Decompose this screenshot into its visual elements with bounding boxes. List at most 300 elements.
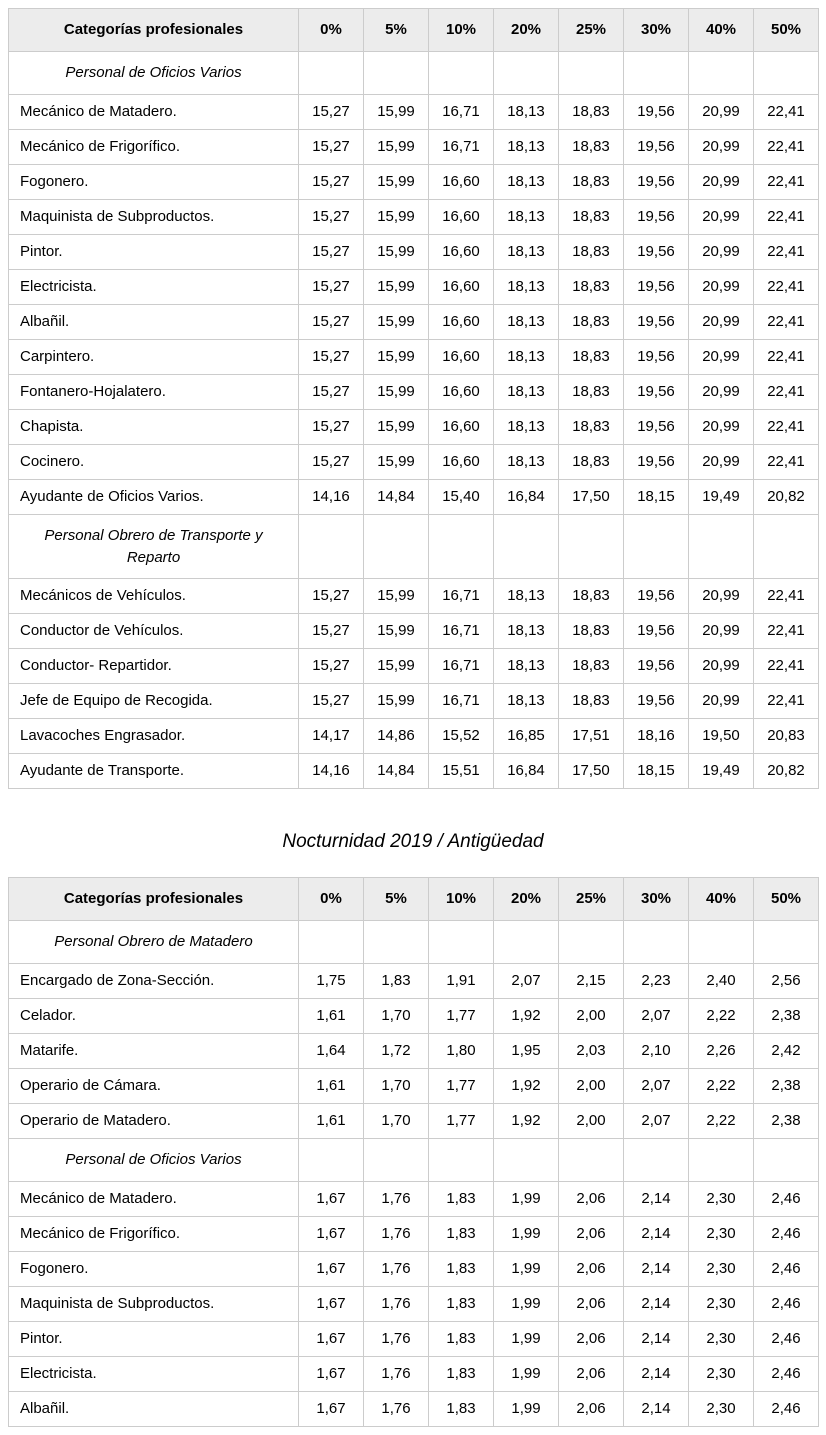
data-row (9, 649, 819, 684)
data-row (9, 1286, 819, 1321)
value-cell: 20,99 (689, 649, 754, 684)
value-cell: 2,06 (559, 1251, 624, 1286)
value-cell: 16,71 (429, 129, 494, 164)
value-cell: 2,07 (494, 964, 559, 999)
value-cell: 2,07 (624, 999, 689, 1034)
empty-cell (429, 1139, 494, 1182)
value-cell: 2,30 (689, 1286, 754, 1321)
value-cell: 18,13 (494, 199, 559, 234)
empty-cell (429, 514, 494, 579)
section-label: Personal de Oficios Varios (9, 52, 299, 95)
value-cell: 2,14 (624, 1181, 689, 1216)
col-header-categorias: Categorías profesionales (9, 9, 299, 52)
empty-cell (559, 52, 624, 95)
value-cell: 15,99 (364, 164, 429, 199)
value-cell: 18,13 (494, 234, 559, 269)
value-cell: 18,83 (559, 374, 624, 409)
value-cell: 15,99 (364, 374, 429, 409)
col-header-pct-0: 0% (299, 9, 364, 52)
value-cell: 19,56 (624, 129, 689, 164)
value-cell: 22,41 (754, 234, 819, 269)
value-cell: 19,56 (624, 304, 689, 339)
value-cell: 15,99 (364, 94, 429, 129)
value-cell: 15,40 (429, 479, 494, 514)
value-cell: 18,83 (559, 684, 624, 719)
value-cell: 22,41 (754, 649, 819, 684)
value-cell: 14,86 (364, 719, 429, 754)
value-cell: 18,13 (494, 614, 559, 649)
value-cell: 22,41 (754, 444, 819, 479)
value-cell: 20,99 (689, 579, 754, 614)
value-cell: 18,83 (559, 614, 624, 649)
category-cell: Fogonero. (9, 1251, 299, 1286)
data-row (9, 199, 819, 234)
value-cell: 2,00 (559, 1104, 624, 1139)
value-cell: 1,67 (299, 1321, 364, 1356)
value-cell: 1,99 (494, 1251, 559, 1286)
value-cell: 1,77 (429, 1104, 494, 1139)
value-cell: 1,95 (494, 1034, 559, 1069)
empty-cell (624, 921, 689, 964)
empty-cell (429, 52, 494, 95)
value-cell: 2,46 (754, 1286, 819, 1321)
category-cell: Mecánico de Frigorífico. (9, 1216, 299, 1251)
value-cell: 1,75 (299, 964, 364, 999)
section-label: Personal de Oficios Varios (9, 1139, 299, 1182)
value-cell: 18,13 (494, 129, 559, 164)
value-cell: 2,03 (559, 1034, 624, 1069)
data-row (9, 719, 819, 754)
col-header-pct-40: 40% (689, 878, 754, 921)
value-cell: 15,27 (299, 129, 364, 164)
value-cell: 22,41 (754, 199, 819, 234)
value-cell: 20,99 (689, 684, 754, 719)
col-header-pct-10: 10% (429, 878, 494, 921)
col-header-pct-20: 20% (494, 878, 559, 921)
category-cell: Pintor. (9, 234, 299, 269)
data-row (9, 444, 819, 479)
value-cell: 22,41 (754, 684, 819, 719)
data-row (9, 164, 819, 199)
value-cell: 1,99 (494, 1321, 559, 1356)
value-cell: 1,83 (364, 964, 429, 999)
value-cell: 2,30 (689, 1356, 754, 1391)
empty-cell (624, 514, 689, 579)
value-cell: 19,56 (624, 579, 689, 614)
value-cell: 2,06 (559, 1181, 624, 1216)
value-cell: 18,13 (494, 444, 559, 479)
value-cell: 16,60 (429, 199, 494, 234)
value-cell: 1,99 (494, 1286, 559, 1321)
col-header-pct-50: 50% (754, 9, 819, 52)
value-cell: 14,84 (364, 479, 429, 514)
category-cell: Encargado de Zona-Sección. (9, 964, 299, 999)
value-cell: 15,99 (364, 409, 429, 444)
section-label: Personal Obrero de Transporte y Reparto (9, 514, 299, 579)
category-cell: Cocinero. (9, 444, 299, 479)
category-cell: Fogonero. (9, 164, 299, 199)
data-row (9, 684, 819, 719)
empty-cell (754, 52, 819, 95)
value-cell: 15,27 (299, 409, 364, 444)
data-row (9, 1391, 819, 1426)
value-cell: 18,83 (559, 339, 624, 374)
value-cell: 16,60 (429, 164, 494, 199)
value-cell: 1,99 (494, 1356, 559, 1391)
value-cell: 18,83 (559, 304, 624, 339)
value-cell: 15,27 (299, 684, 364, 719)
value-cell: 1,70 (364, 1069, 429, 1104)
value-cell: 16,71 (429, 94, 494, 129)
value-cell: 14,16 (299, 479, 364, 514)
value-cell: 16,60 (429, 269, 494, 304)
value-cell: 2,30 (689, 1216, 754, 1251)
nocturnidad-2019-heading: Nocturnidad 2019 / Antigüedad (282, 831, 544, 853)
value-cell: 18,83 (559, 409, 624, 444)
data-row (9, 1034, 819, 1069)
value-cell: 18,16 (624, 719, 689, 754)
value-cell: 19,56 (624, 614, 689, 649)
value-cell: 15,99 (364, 579, 429, 614)
category-cell: Conductor de Vehículos. (9, 614, 299, 649)
category-cell: Mecánico de Matadero. (9, 94, 299, 129)
value-cell: 18,15 (624, 479, 689, 514)
data-row (9, 94, 819, 129)
value-cell: 1,83 (429, 1181, 494, 1216)
value-cell: 19,56 (624, 199, 689, 234)
value-cell: 18,13 (494, 374, 559, 409)
value-cell: 20,99 (689, 304, 754, 339)
value-cell: 2,46 (754, 1356, 819, 1391)
value-cell: 2,06 (559, 1321, 624, 1356)
data-row (9, 579, 819, 614)
value-cell: 15,27 (299, 164, 364, 199)
value-cell: 16,60 (429, 234, 494, 269)
category-cell: Maquinista de Subproductos. (9, 199, 299, 234)
value-cell: 1,83 (429, 1251, 494, 1286)
value-cell: 1,83 (429, 1216, 494, 1251)
value-cell: 1,83 (429, 1391, 494, 1426)
value-cell: 22,41 (754, 374, 819, 409)
value-cell: 16,84 (494, 479, 559, 514)
data-row (9, 374, 819, 409)
value-cell: 2,42 (754, 1034, 819, 1069)
value-cell: 18,83 (559, 269, 624, 304)
value-cell: 18,13 (494, 579, 559, 614)
value-cell: 1,76 (364, 1216, 429, 1251)
value-cell: 15,27 (299, 579, 364, 614)
value-cell: 1,80 (429, 1034, 494, 1069)
data-row (9, 479, 819, 514)
value-cell: 1,72 (364, 1034, 429, 1069)
data-row (9, 754, 819, 789)
value-cell: 20,99 (689, 374, 754, 409)
value-cell: 15,27 (299, 339, 364, 374)
value-cell: 15,27 (299, 269, 364, 304)
value-cell: 20,99 (689, 234, 754, 269)
value-cell: 18,15 (624, 754, 689, 789)
value-cell: 1,83 (429, 1286, 494, 1321)
value-cell: 1,83 (429, 1321, 494, 1356)
value-cell: 18,13 (494, 684, 559, 719)
value-cell: 15,99 (364, 444, 429, 479)
value-cell: 17,50 (559, 479, 624, 514)
value-cell: 2,46 (754, 1391, 819, 1426)
value-cell: 19,56 (624, 164, 689, 199)
category-cell: Electricista. (9, 1356, 299, 1391)
empty-cell (559, 514, 624, 579)
value-cell: 22,41 (754, 129, 819, 164)
value-cell: 2,14 (624, 1216, 689, 1251)
col-header-pct-25: 25% (559, 9, 624, 52)
value-cell: 15,27 (299, 234, 364, 269)
empty-cell (559, 921, 624, 964)
value-cell: 20,99 (689, 164, 754, 199)
category-cell: Matarife. (9, 1034, 299, 1069)
value-cell: 17,51 (559, 719, 624, 754)
category-cell: Jefe de Equipo de Recogida. (9, 684, 299, 719)
value-cell: 20,99 (689, 409, 754, 444)
value-cell: 19,56 (624, 339, 689, 374)
value-cell: 1,92 (494, 1104, 559, 1139)
value-cell: 1,64 (299, 1034, 364, 1069)
empty-cell (494, 1139, 559, 1182)
value-cell: 15,27 (299, 199, 364, 234)
value-cell: 19,56 (624, 234, 689, 269)
empty-cell (689, 514, 754, 579)
empty-cell (689, 921, 754, 964)
value-cell: 16,84 (494, 754, 559, 789)
value-cell: 19,56 (624, 684, 689, 719)
value-cell: 2,38 (754, 999, 819, 1034)
empty-cell (559, 1139, 624, 1182)
value-cell: 2,14 (624, 1321, 689, 1356)
value-cell: 18,13 (494, 269, 559, 304)
value-cell: 2,10 (624, 1034, 689, 1069)
value-cell: 1,91 (429, 964, 494, 999)
data-row (9, 1251, 819, 1286)
value-cell: 15,51 (429, 754, 494, 789)
value-cell: 19,56 (624, 374, 689, 409)
empty-cell (494, 52, 559, 95)
data-row (9, 1104, 819, 1139)
value-cell: 22,41 (754, 409, 819, 444)
value-cell: 2,56 (754, 964, 819, 999)
empty-cell (364, 1139, 429, 1182)
data-row (9, 964, 819, 999)
value-cell: 15,99 (364, 129, 429, 164)
value-cell: 1,67 (299, 1356, 364, 1391)
value-cell: 2,38 (754, 1104, 819, 1139)
value-cell: 1,92 (494, 999, 559, 1034)
data-row (9, 614, 819, 649)
section-row (9, 52, 819, 95)
category-cell: Conductor- Repartidor. (9, 649, 299, 684)
value-cell: 19,50 (689, 719, 754, 754)
category-cell: Mecánicos de Vehículos. (9, 579, 299, 614)
value-cell: 16,60 (429, 409, 494, 444)
value-cell: 20,99 (689, 339, 754, 374)
data-row (9, 1181, 819, 1216)
value-cell: 15,27 (299, 304, 364, 339)
col-header-pct-5: 5% (364, 9, 429, 52)
value-cell: 15,99 (364, 234, 429, 269)
value-cell: 2,00 (559, 1069, 624, 1104)
category-cell: Operario de Cámara. (9, 1069, 299, 1104)
empty-cell (299, 514, 364, 579)
value-cell: 2,00 (559, 999, 624, 1034)
value-cell: 16,85 (494, 719, 559, 754)
value-cell: 14,17 (299, 719, 364, 754)
col-header-pct-25: 25% (559, 878, 624, 921)
value-cell: 2,06 (559, 1216, 624, 1251)
value-cell: 15,99 (364, 339, 429, 374)
value-cell: 18,83 (559, 164, 624, 199)
value-cell: 2,30 (689, 1251, 754, 1286)
value-cell: 20,83 (754, 719, 819, 754)
value-cell: 1,99 (494, 1216, 559, 1251)
data-row (9, 409, 819, 444)
value-cell: 1,77 (429, 999, 494, 1034)
value-cell: 19,56 (624, 94, 689, 129)
col-header-pct-5: 5% (364, 878, 429, 921)
value-cell: 1,67 (299, 1181, 364, 1216)
value-cell: 2,15 (559, 964, 624, 999)
value-cell: 2,22 (689, 1104, 754, 1139)
value-cell: 15,99 (364, 199, 429, 234)
value-cell: 2,07 (624, 1104, 689, 1139)
value-cell: 22,41 (754, 339, 819, 374)
empty-cell (494, 921, 559, 964)
category-cell: Chapista. (9, 409, 299, 444)
category-cell: Albañil. (9, 1391, 299, 1426)
category-cell: Celador. (9, 999, 299, 1034)
category-cell: Mecánico de Matadero. (9, 1181, 299, 1216)
value-cell: 22,41 (754, 269, 819, 304)
section-row (9, 921, 819, 964)
value-cell: 1,76 (364, 1286, 429, 1321)
empty-cell (624, 52, 689, 95)
value-cell: 19,56 (624, 269, 689, 304)
data-row (9, 999, 819, 1034)
category-cell: Lavacoches Engrasador. (9, 719, 299, 754)
category-cell: Albañil. (9, 304, 299, 339)
empty-cell (299, 52, 364, 95)
value-cell: 1,92 (494, 1069, 559, 1104)
col-header-pct-50: 50% (754, 878, 819, 921)
value-cell: 1,61 (299, 999, 364, 1034)
value-cell: 15,27 (299, 614, 364, 649)
value-cell: 14,84 (364, 754, 429, 789)
value-cell: 18,13 (494, 339, 559, 374)
empty-cell (364, 514, 429, 579)
col-header-pct-20: 20% (494, 9, 559, 52)
value-cell: 2,14 (624, 1286, 689, 1321)
value-cell: 18,83 (559, 199, 624, 234)
value-cell: 18,83 (559, 94, 624, 129)
category-cell: Mecánico de Frigorífico. (9, 129, 299, 164)
data-row (9, 304, 819, 339)
professional-categories-rates-table-nocturnidad (8, 877, 819, 1427)
col-header-pct-40: 40% (689, 9, 754, 52)
value-cell: 15,27 (299, 94, 364, 129)
value-cell: 16,60 (429, 444, 494, 479)
value-cell: 2,46 (754, 1321, 819, 1356)
value-cell: 19,56 (624, 444, 689, 479)
empty-cell (754, 921, 819, 964)
value-cell: 20,99 (689, 444, 754, 479)
data-row (9, 129, 819, 164)
value-cell: 20,99 (689, 94, 754, 129)
category-cell: Fontanero-Hojalatero. (9, 374, 299, 409)
value-cell: 1,99 (494, 1391, 559, 1426)
category-cell: Ayudante de Transporte. (9, 754, 299, 789)
data-row (9, 1321, 819, 1356)
value-cell: 20,99 (689, 129, 754, 164)
empty-cell (494, 514, 559, 579)
value-cell: 2,40 (689, 964, 754, 999)
data-row (9, 339, 819, 374)
value-cell: 19,49 (689, 754, 754, 789)
value-cell: 20,99 (689, 199, 754, 234)
value-cell: 16,60 (429, 304, 494, 339)
empty-cell (754, 514, 819, 579)
value-cell: 15,52 (429, 719, 494, 754)
value-cell: 18,13 (494, 409, 559, 444)
data-row (9, 1216, 819, 1251)
empty-cell (429, 921, 494, 964)
value-cell: 2,06 (559, 1356, 624, 1391)
value-cell: 16,71 (429, 614, 494, 649)
value-cell: 16,60 (429, 339, 494, 374)
value-cell: 2,14 (624, 1251, 689, 1286)
empty-cell (364, 52, 429, 95)
value-cell: 1,70 (364, 1104, 429, 1139)
value-cell: 14,16 (299, 754, 364, 789)
value-cell: 2,23 (624, 964, 689, 999)
empty-cell (299, 921, 364, 964)
section-row (9, 514, 819, 579)
value-cell: 1,83 (429, 1356, 494, 1391)
header-row (9, 878, 819, 921)
value-cell: 2,46 (754, 1216, 819, 1251)
empty-cell (689, 1139, 754, 1182)
value-cell: 15,99 (364, 614, 429, 649)
value-cell: 22,41 (754, 579, 819, 614)
value-cell: 1,70 (364, 999, 429, 1034)
value-cell: 19,49 (689, 479, 754, 514)
value-cell: 2,22 (689, 1069, 754, 1104)
value-cell: 2,06 (559, 1391, 624, 1426)
value-cell: 22,41 (754, 94, 819, 129)
professional-categories-rates-table-top (8, 8, 819, 789)
value-cell: 2,22 (689, 999, 754, 1034)
value-cell: 22,41 (754, 164, 819, 199)
value-cell: 18,13 (494, 304, 559, 339)
value-cell: 2,14 (624, 1356, 689, 1391)
value-cell: 1,76 (364, 1356, 429, 1391)
category-cell: Pintor. (9, 1321, 299, 1356)
category-cell: Operario de Matadero. (9, 1104, 299, 1139)
col-header-pct-0: 0% (299, 878, 364, 921)
value-cell: 2,46 (754, 1181, 819, 1216)
value-cell: 15,27 (299, 649, 364, 684)
value-cell: 20,99 (689, 614, 754, 649)
empty-cell (364, 921, 429, 964)
value-cell: 2,26 (689, 1034, 754, 1069)
value-cell: 20,82 (754, 479, 819, 514)
value-cell: 2,14 (624, 1391, 689, 1426)
